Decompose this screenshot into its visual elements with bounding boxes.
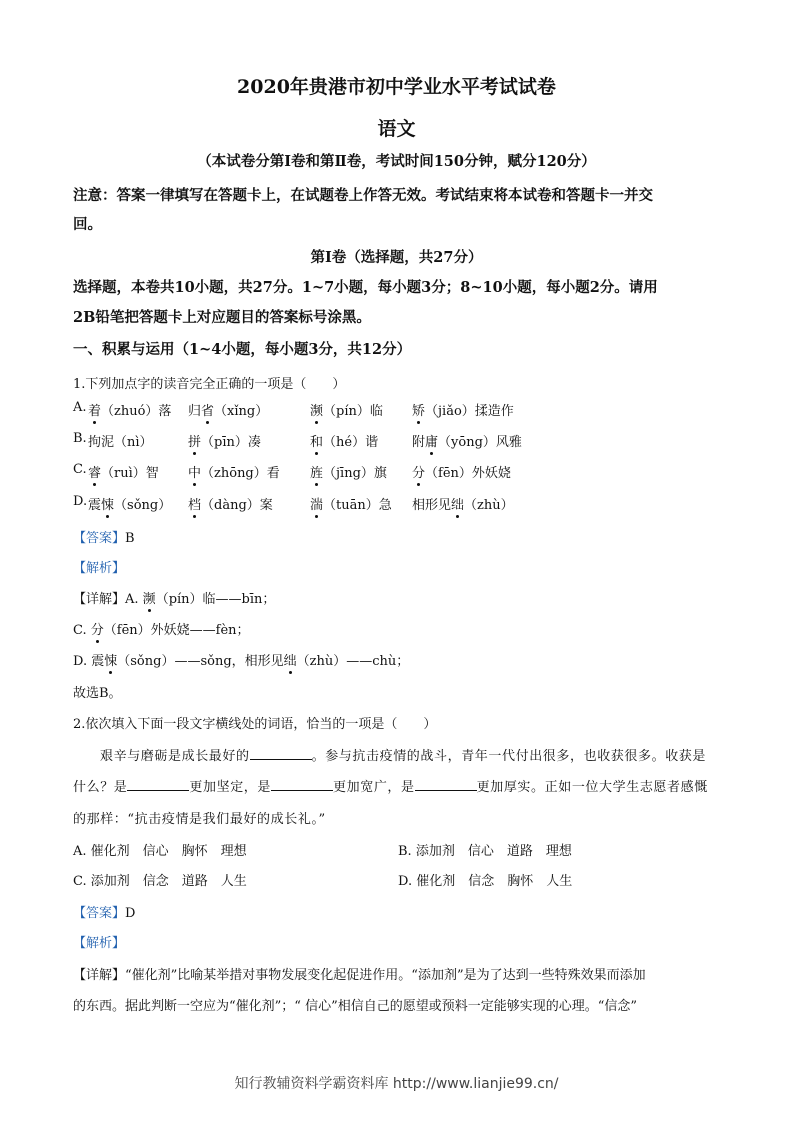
footer-watermark: 知行教辅资料学霸资料库 http://www.lianjie99.cn/ xyxy=(234,1076,559,1092)
dotted-char: 旌 xyxy=(310,462,323,481)
fill-blank-3 xyxy=(271,778,333,791)
item-reading: （yōng）风雅 xyxy=(438,435,522,450)
q1-detail-a xyxy=(73,588,275,607)
q1-option-label: A. xyxy=(73,400,87,415)
item-reading: （jīng）旗 xyxy=(323,466,387,481)
option-text: 催化剂 信心 胸怀 理想 xyxy=(90,844,247,859)
notice-line-2: 回。 xyxy=(73,216,102,233)
dotted-char: 矫 xyxy=(412,400,425,419)
item-reading: （xǐng） xyxy=(214,404,269,419)
answer-label: 【答案】 xyxy=(73,531,126,546)
section-desc-line-1: 选择题，本卷共10小题，共27分。1~7小题，每小题3分；8~10小题，每小题2分。请用 xyxy=(73,279,658,296)
answer-value: B xyxy=(125,531,135,546)
q1-option-item xyxy=(88,494,171,513)
detail-d-prefix: D. 震 xyxy=(73,654,105,669)
dotted-char: 和 xyxy=(310,431,323,450)
section-desc-line-2: 2B铅笔把答题卡上对应题目的答案标号涂黑。 xyxy=(73,309,371,326)
item-reading: （dàng）案 xyxy=(201,498,273,513)
passage-text: 艰辛与磨砺是成长最好的 xyxy=(100,749,250,764)
detail-label: 【详解】 xyxy=(73,592,126,607)
q2-option-a xyxy=(73,840,247,859)
q2-option-b xyxy=(398,840,572,859)
item-reading: （tuān）急 xyxy=(323,498,392,513)
q1-conclusion: 故选B。 xyxy=(73,686,122,701)
option-label: C. xyxy=(73,874,87,889)
fill-blank-1 xyxy=(250,747,312,760)
dotted-char: 档 xyxy=(188,494,201,513)
section-title: 第Ⅰ卷（选择题，共27分） xyxy=(310,249,483,266)
option-label: B. xyxy=(398,844,412,859)
item-reading: （hé）谐 xyxy=(323,435,379,450)
q1-stem: 1.下列加点字的读音完全正确的一项是（ ） xyxy=(73,377,346,392)
passage-text: 更加厚实。正如一位大学生志愿者感慨 xyxy=(476,780,708,795)
item-reading: （pīn）凑 xyxy=(201,435,261,450)
passage-text: 更加坚定，是 xyxy=(189,780,272,795)
q2-option-d xyxy=(398,870,572,889)
dotted-char: 拼 xyxy=(188,431,201,450)
q1-option-item xyxy=(310,431,378,450)
q1-option-item xyxy=(310,400,383,419)
q1-option-item xyxy=(412,400,514,419)
dotted-char: 庸 xyxy=(425,431,438,450)
detail-a-char: 濒 xyxy=(143,588,156,607)
passage-text: 。参与抗击疫情的战斗，青年一代付出很多，也收获很多。收获是 xyxy=(311,749,707,764)
option-label: D. xyxy=(398,874,413,889)
dotted-char: 悚 xyxy=(101,494,114,513)
dotted-char: 湍 xyxy=(310,494,323,513)
option-label: A. xyxy=(73,844,87,859)
q1-answer xyxy=(73,527,135,546)
option-text: 催化剂 信念 胸怀 人生 xyxy=(416,874,573,889)
item-prefix: 归 xyxy=(188,404,202,419)
item-reading: （sǒng） xyxy=(114,498,172,513)
detail-c-rest: （fēn）外妖娆——fèn； xyxy=(103,623,250,638)
q1-option-item xyxy=(412,494,514,513)
q1-option-item xyxy=(188,400,268,419)
q1-analysis-label: 【解析】 xyxy=(73,561,126,576)
answer-value: D xyxy=(125,906,136,921)
answer-label: 【答案】 xyxy=(73,906,126,921)
q1-option-item xyxy=(88,431,153,450)
fill-blank-4 xyxy=(415,778,477,791)
item-prefix: 拘泥 xyxy=(88,435,115,450)
item-prefix: 相形见 xyxy=(412,498,452,513)
q2-analysis-label: 【解析】 xyxy=(73,936,126,951)
exam-title: 2020年贵港市初中学业水平考试试卷 xyxy=(237,76,556,98)
q2-passage-line-1 xyxy=(100,745,706,764)
detail-c-prefix: C. xyxy=(73,623,91,638)
item-prefix: 附 xyxy=(412,435,426,450)
q2-stem: 2.依次填入下面一段文字横线处的词语，恰当的一项是（ ） xyxy=(73,717,437,732)
detail-d-mid: （sǒng）——sǒng，相形见 xyxy=(117,654,284,669)
item-reading: （jiǎo）揉造作 xyxy=(425,404,514,419)
q1-option-label: D. xyxy=(73,494,88,509)
q1-option-item xyxy=(310,494,392,513)
q2-detail-line-1: 【详解】“催化剂”比喻某举措对事物发展变化起促进作用。“添加剂”是为了达到一些特殊效果而添加 xyxy=(73,968,646,983)
dotted-char: 睿 xyxy=(88,462,101,481)
q1-option-item xyxy=(88,462,159,481)
detail-c-char: 分 xyxy=(91,619,104,638)
item-reading: （pín）临 xyxy=(323,404,383,419)
detail-a-rest: （pín）临——bīn； xyxy=(155,592,276,607)
option-text: 添加剂 信念 道路 人生 xyxy=(90,874,247,889)
item-reading: （nì） xyxy=(114,435,153,450)
q1-option-item xyxy=(412,462,511,481)
q1-option-item xyxy=(310,462,387,481)
item-reading: （zhù） xyxy=(464,498,514,513)
q2-detail-line-2: 的东西。据此判断一空应为“催化剂”；“ 信心”相信自己的愿望或预料一定能够实现的心理。“信念” xyxy=(73,999,638,1014)
q1-detail-d xyxy=(73,650,409,669)
detail-d-char-1: 悚 xyxy=(104,650,117,669)
detail-a-prefix: A. xyxy=(125,592,143,607)
notice-line-1: 注意：答案一律填写在答题卡上，在试题卷上作答无效。考试结束将本试卷和答题卡一并交 xyxy=(73,187,653,204)
paper-info: （本试卷分第Ⅰ卷和第Ⅱ卷，考试时间150分钟，赋分120分） xyxy=(197,153,596,170)
option-text: 添加剂 信心 道路 理想 xyxy=(415,844,572,859)
q1-option-item xyxy=(188,494,273,513)
item-reading: （zhuó）落 xyxy=(101,404,172,419)
q2-answer xyxy=(73,902,135,921)
dotted-char: 着 xyxy=(88,400,101,419)
dotted-char: 濒 xyxy=(310,400,323,419)
q2-option-c xyxy=(73,870,247,889)
q2-passage-line-3: 的那样：“抗击疫情是我们最好的成长礼。” xyxy=(73,812,326,827)
item-reading: （zhōng）看 xyxy=(201,466,280,481)
q1-detail-c xyxy=(73,619,250,638)
item-reading: （fēn）外妖娆 xyxy=(425,466,511,481)
item-prefix: 震 xyxy=(88,498,102,513)
q1-option-item xyxy=(412,431,522,450)
fill-blank-2 xyxy=(127,778,189,791)
q1-option-item xyxy=(188,462,280,481)
dotted-char: 绌 xyxy=(451,494,464,513)
dotted-char: 分 xyxy=(412,462,425,481)
q1-option-label: B. xyxy=(73,431,87,446)
passage-text: 更加宽广，是 xyxy=(333,780,415,795)
dotted-char: 中 xyxy=(188,462,201,481)
q2-passage-line-2 xyxy=(73,776,708,795)
item-reading: （ruì）智 xyxy=(101,466,159,481)
q1-option-item xyxy=(188,431,261,450)
detail-d-char-2: 绌 xyxy=(284,650,297,669)
subject-title: 语文 xyxy=(377,118,416,140)
passage-text: 什么？是 xyxy=(73,780,128,795)
dotted-char: 省 xyxy=(201,400,214,419)
q1-option-label: C. xyxy=(73,462,87,477)
part-title: 一、积累与运用（1~4小题，每小题3分，共12分） xyxy=(73,341,412,358)
detail-d-rest: （zhù）——chù； xyxy=(296,654,410,669)
q1-option-item xyxy=(88,400,171,419)
